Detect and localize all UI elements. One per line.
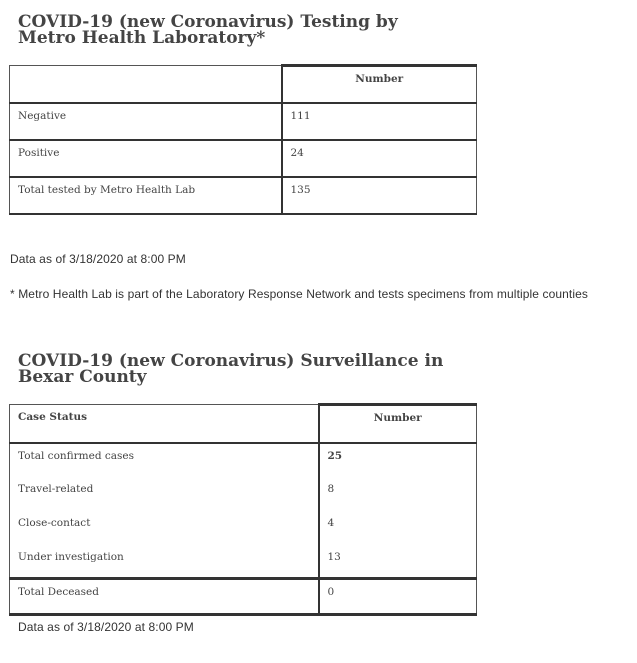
table-header-row — [10, 405, 477, 443]
row-label: Total confirmed cases — [10, 443, 319, 477]
row-value: 135 — [282, 177, 477, 214]
surveillance-section-title: COVID-19 (new Coronavirus) Surveillance in Bexar County — [18, 351, 444, 387]
table-row — [10, 443, 477, 477]
row-label: Close-contact — [10, 511, 319, 545]
testing-as-of-date: Data as of 3/18/2020 at 8:00 PM — [10, 252, 186, 266]
row-value-cell — [319, 443, 477, 477]
row-value: 25 — [327, 449, 343, 462]
header-cell-label — [10, 66, 282, 103]
testing-footnote: * Metro Health Lab is part of the Laboratory Response Network and tests specimens from multiple counties — [10, 287, 589, 301]
total-deceased-row — [10, 579, 477, 615]
header-cell-number: Number — [319, 405, 477, 443]
surveillance-table — [9, 403, 477, 616]
table-row — [10, 140, 477, 177]
table-row — [10, 545, 477, 579]
surveillance-as-of-date: Data as of 3/18/2020 at 8:00 PM — [18, 620, 194, 634]
table-row — [10, 477, 477, 511]
header-cell-number: Number — [282, 66, 477, 103]
table-row — [10, 177, 477, 214]
header-cell-case-status: Case Status — [10, 405, 319, 443]
row-label: Positive — [10, 140, 282, 177]
row-value: 111 — [282, 103, 477, 140]
row-label: Total tested by Metro Health Lab — [10, 177, 282, 214]
testing-section-title: COVID-19 (new Coronavirus) Testing by Metro Health Laboratory* — [18, 12, 398, 48]
row-label: Negative — [10, 103, 282, 140]
row-label: Travel-related — [10, 477, 319, 511]
row-value: 0 — [319, 579, 477, 615]
table-row — [10, 103, 477, 140]
testing-table — [9, 64, 477, 215]
table-header-row — [10, 66, 477, 103]
row-value: 4 — [319, 511, 477, 545]
row-value: 13 — [319, 545, 477, 579]
row-value: 24 — [282, 140, 477, 177]
row-label: Total Deceased — [10, 579, 319, 615]
row-label: Under investigation — [10, 545, 319, 579]
row-value: 8 — [319, 477, 477, 511]
table-row — [10, 511, 477, 545]
